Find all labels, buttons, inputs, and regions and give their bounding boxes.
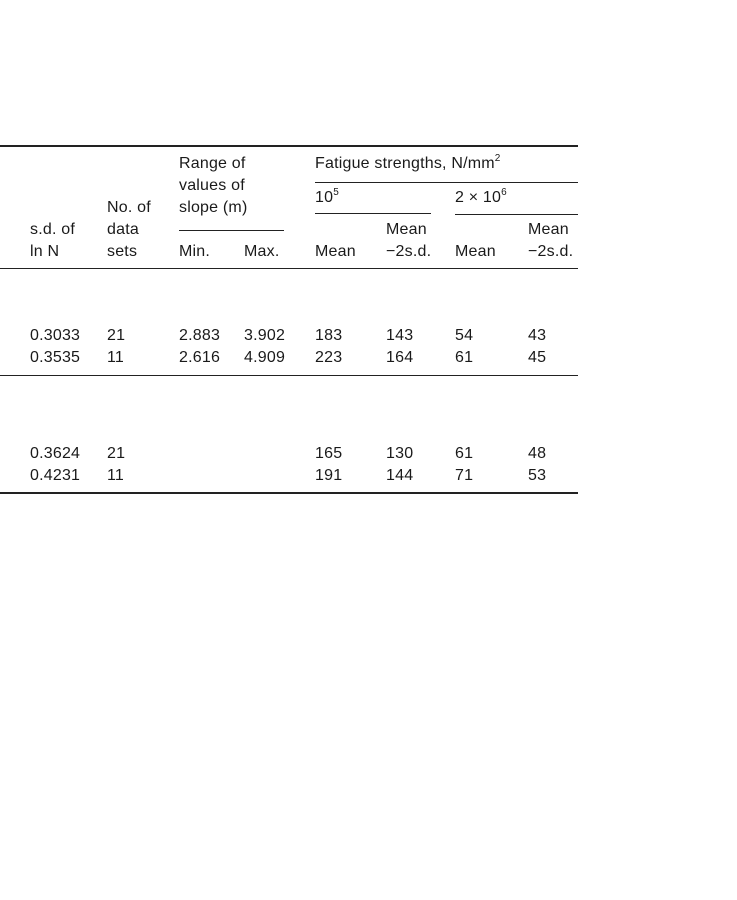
group1-base: 10 (315, 189, 334, 206)
range-header-line1: Range of (179, 155, 246, 172)
group1-header (315, 187, 339, 209)
group2-mean-header: Mean (455, 243, 496, 260)
nsets-header-line2: data (107, 221, 139, 238)
cell-sd: 0.4231 (30, 467, 81, 484)
group2-mean2sd-header-line1: Mean (528, 221, 569, 238)
range-header-line2: values of (179, 177, 245, 194)
cell-sd: 0.3535 (30, 349, 81, 366)
cell-n: 21 (107, 445, 126, 462)
cell-mean2sd-2e6: 48 (528, 445, 547, 462)
table-bottom-rule (0, 492, 578, 494)
sd-header-line1: s.d. of (30, 221, 75, 238)
cell-mean-1e5: 191 (315, 467, 343, 484)
cell-mean-1e5: 165 (315, 445, 343, 462)
cell-sd: 0.3624 (30, 445, 81, 462)
group1-mean-header: Mean (315, 243, 356, 260)
cell-mean-2e6: 61 (455, 349, 474, 366)
cell-max: 4.909 (244, 349, 286, 366)
header-bottom-rule (0, 268, 578, 269)
cell-mean2sd-1e5: 143 (386, 327, 414, 344)
cell-mean2sd-2e6: 53 (528, 467, 547, 484)
group2-mean2sd-header-line2: −2s.d. (528, 243, 574, 260)
fatigue-header (315, 153, 501, 175)
fatigue-group-rule (315, 182, 578, 183)
cell-max: 3.902 (244, 327, 286, 344)
cell-mean2sd-1e5: 130 (386, 445, 414, 462)
cell-n: 21 (107, 327, 126, 344)
fatigue-header-text: Fatigue strengths, N/mm (315, 155, 495, 172)
cell-mean2sd-1e5: 144 (386, 467, 414, 484)
group1-mean2sd-header-line2: −2s.d. (386, 243, 432, 260)
group1-rule (315, 213, 431, 214)
sd-header-line2: ln N (30, 243, 60, 260)
cell-mean-2e6: 54 (455, 327, 474, 344)
cell-mean2sd-2e6: 43 (528, 327, 547, 344)
group2-exp: 6 (501, 187, 507, 198)
slope-range-rule (179, 230, 284, 231)
cell-sd: 0.3033 (30, 327, 81, 344)
cell-mean-2e6: 61 (455, 445, 474, 462)
range-header-line3: slope (m) (179, 199, 248, 216)
nsets-header-line3: sets (107, 243, 138, 260)
group2-rule (455, 214, 578, 215)
fatigue-header-exp: 2 (494, 153, 501, 164)
table-top-rule (0, 145, 578, 147)
cell-mean2sd-1e5: 164 (386, 349, 414, 366)
cell-mean-2e6: 71 (455, 467, 474, 484)
group2-base: 2 × 10 (455, 189, 502, 206)
group1-exp: 5 (333, 187, 339, 198)
max-header: Max. (244, 243, 280, 260)
cell-n: 11 (107, 467, 125, 484)
cell-mean2sd-2e6: 45 (528, 349, 547, 366)
cell-mean-1e5: 183 (315, 327, 343, 344)
nsets-header-line1: No. of (107, 199, 151, 216)
section-divider-rule (0, 375, 578, 376)
cell-min: 2.883 (179, 327, 221, 344)
min-header: Min. (179, 243, 211, 260)
group2-header (455, 187, 507, 209)
cell-mean-1e5: 223 (315, 349, 343, 366)
group1-mean2sd-header-line1: Mean (386, 221, 427, 238)
cell-n: 11 (107, 349, 125, 366)
cell-min: 2.616 (179, 349, 221, 366)
